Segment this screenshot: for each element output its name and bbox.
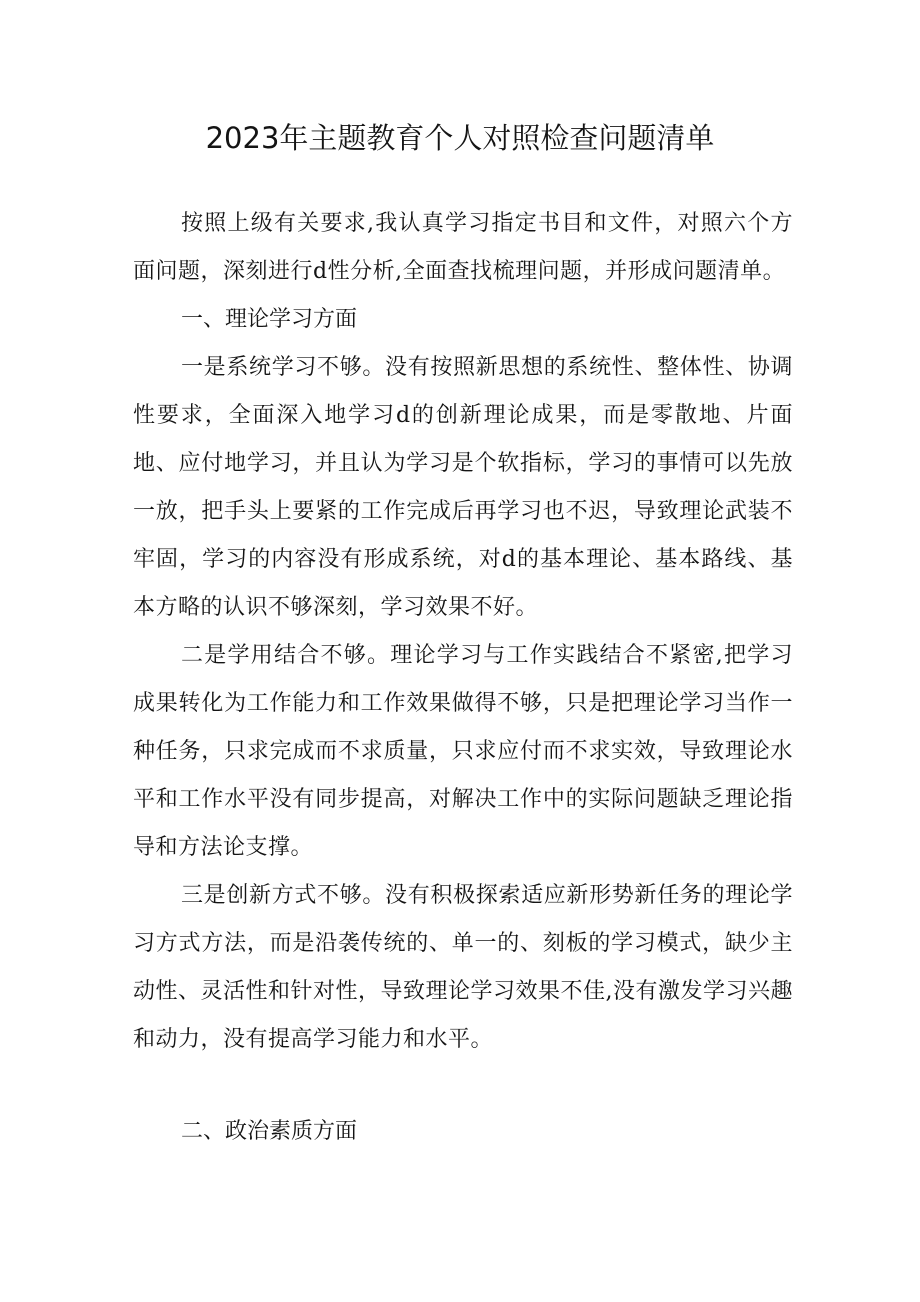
paragraph-study-application: 二是学用结合不够。理论学习与工作实践结合不紧密,把学习成果转化为工作能力和工作效果做得不够，只是把理论学习当作一种任务，只求完成而不求质量，只求应付而不求实效，导致理论水平和工作水平没有同步提高，对解决工作中的实际问题缺乏理论指导和方法论支撑。 xyxy=(133,643,793,860)
intro-paragraph: 按照上级有关要求,我认真学习指定书目和文件，对照六个方面问题，深刻进行d性分析,全面查找梳理问题，并形成问题清单。 xyxy=(133,211,793,284)
section-heading-theory: 一、理论学习方面 xyxy=(181,307,358,332)
paragraph-systematic-study: 一是系统学习不够。没有按照新思想的系统性、整体性、协调性要求，全面深入地学习d的创新理论成果，而是零散地、片面地、应付地学习，并且认为学习是个软指标，学习的事情可以先放一放，把手头上要紧的工作完成后再学习也不迟，导致理论武装不牢固，学习的内容没有形成系统，对d的基本理论、基本路线、基本方略的认识不够深刻，学习效果不好。 xyxy=(133,355,793,620)
section-spacer xyxy=(133,1064,793,1108)
section-heading-political: 二、政治素质方面 xyxy=(181,1119,358,1144)
paragraph-innovation-method: 三是创新方式不够。没有积极探索适应新形势新任务的理论学习方式方法，而是沿袭传统的、单一的、刻板的学习模式，缺少主动性、灵活性和针对性，导致理论学习效果不佳,没有激发学习兴趣和动力，没有提高学习能力和水平。 xyxy=(133,883,793,1052)
document-body xyxy=(133,200,793,1156)
document-title: 2023年主题教育个人对照检查问题清单 xyxy=(205,121,715,155)
